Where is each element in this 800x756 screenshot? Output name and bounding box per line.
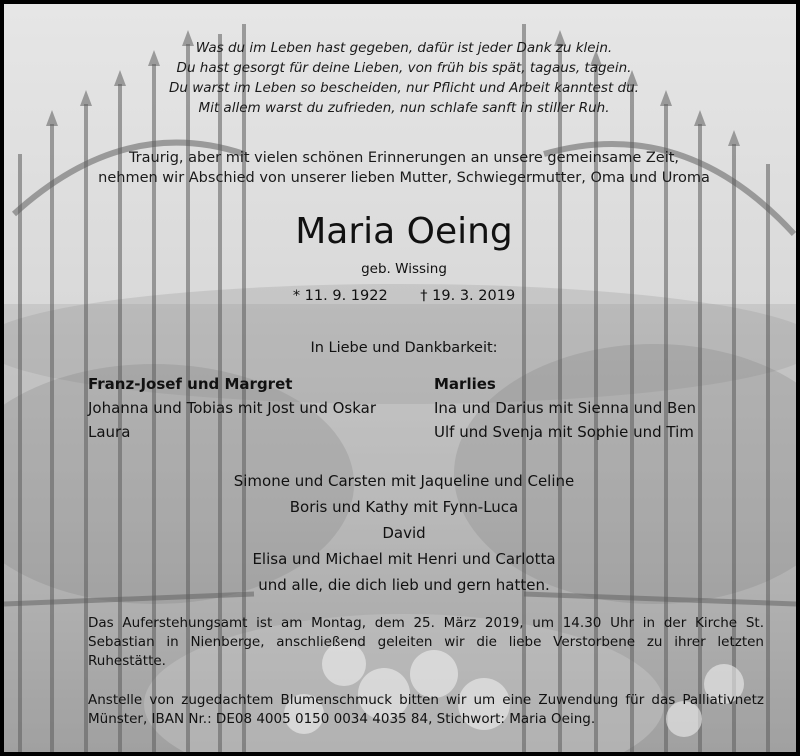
extended-family-list	[4, 468, 800, 598]
birth-date: * 11. 9. 1922	[292, 288, 388, 304]
right-family-block	[434, 372, 696, 444]
family-line: Laura	[88, 423, 131, 441]
intro-line: Traurig, aber mit vielen schönen Erinnerungen an unsere gemeinsame Zeit,	[128, 150, 680, 166]
intro-line: nehmen wir Abschied von unserer lieben Mutter, Schwiegermutter, Oma und Uroma	[98, 170, 710, 186]
deceased-name: Maria Oeing	[295, 211, 513, 252]
family-head: Franz-Josef und Margret	[88, 375, 293, 393]
dedication-line: In Liebe und Dankbarkeit:	[310, 340, 498, 356]
family-line: und alle, die dich lieb und gern hatten.	[258, 576, 550, 594]
poem-line: Du warst im Leben so bescheiden, nur Pflicht und Arbeit kanntest du.	[169, 80, 639, 96]
family-head: Marlies	[434, 375, 496, 393]
service-announcement: Das Auferstehungsamt ist am Montag, dem 25. März 2019, um 14.30 Uhr in der Kirche St. Sebastian in Nienberge, anschließend geleiten wir die liebe Verstorbene zu ihrer letzten Ruhestätte.	[88, 615, 764, 669]
farewell-intro	[4, 148, 800, 188]
family-line: Elisa und Michael mit Henri und Carlotta	[252, 550, 556, 568]
poem-line: Was du im Leben hast gegeben, dafür ist jeder Dank zu klein.	[195, 40, 613, 56]
death-date: † 19. 3. 2019	[420, 288, 516, 304]
family-line: Ina und Darius mit Sienna und Ben	[434, 399, 697, 417]
birth-name: geb. Wissing	[361, 261, 447, 277]
family-line: Boris und Kathy mit Fynn-Luca	[289, 498, 519, 516]
life-dates	[4, 286, 800, 306]
poem-line: Mit allem warst du zufrieden, nun schlafe sanft in stiller Ruh.	[198, 100, 610, 116]
family-line: Ulf und Svenja mit Sophie und Tim	[434, 423, 694, 441]
left-family-block	[88, 372, 376, 444]
donation-request: Anstelle von zugedachtem Blumenschmuck bitten wir um eine Zuwendung für das Palliativnetz Münster, IBAN Nr.: DE08 4005 0150 0034 4035 84, Stichwort: Maria Oeing.	[88, 692, 764, 727]
family-line: Johanna und Tobias mit Jost und Oskar	[88, 399, 377, 417]
memorial-poem	[4, 38, 800, 118]
family-line: Simone und Carsten mit Jaqueline und Celine	[233, 472, 575, 490]
poem-line: Du hast gesorgt für deine Lieben, von früh bis spät, tagaus, tagein.	[176, 60, 632, 76]
family-line: David	[382, 524, 426, 542]
